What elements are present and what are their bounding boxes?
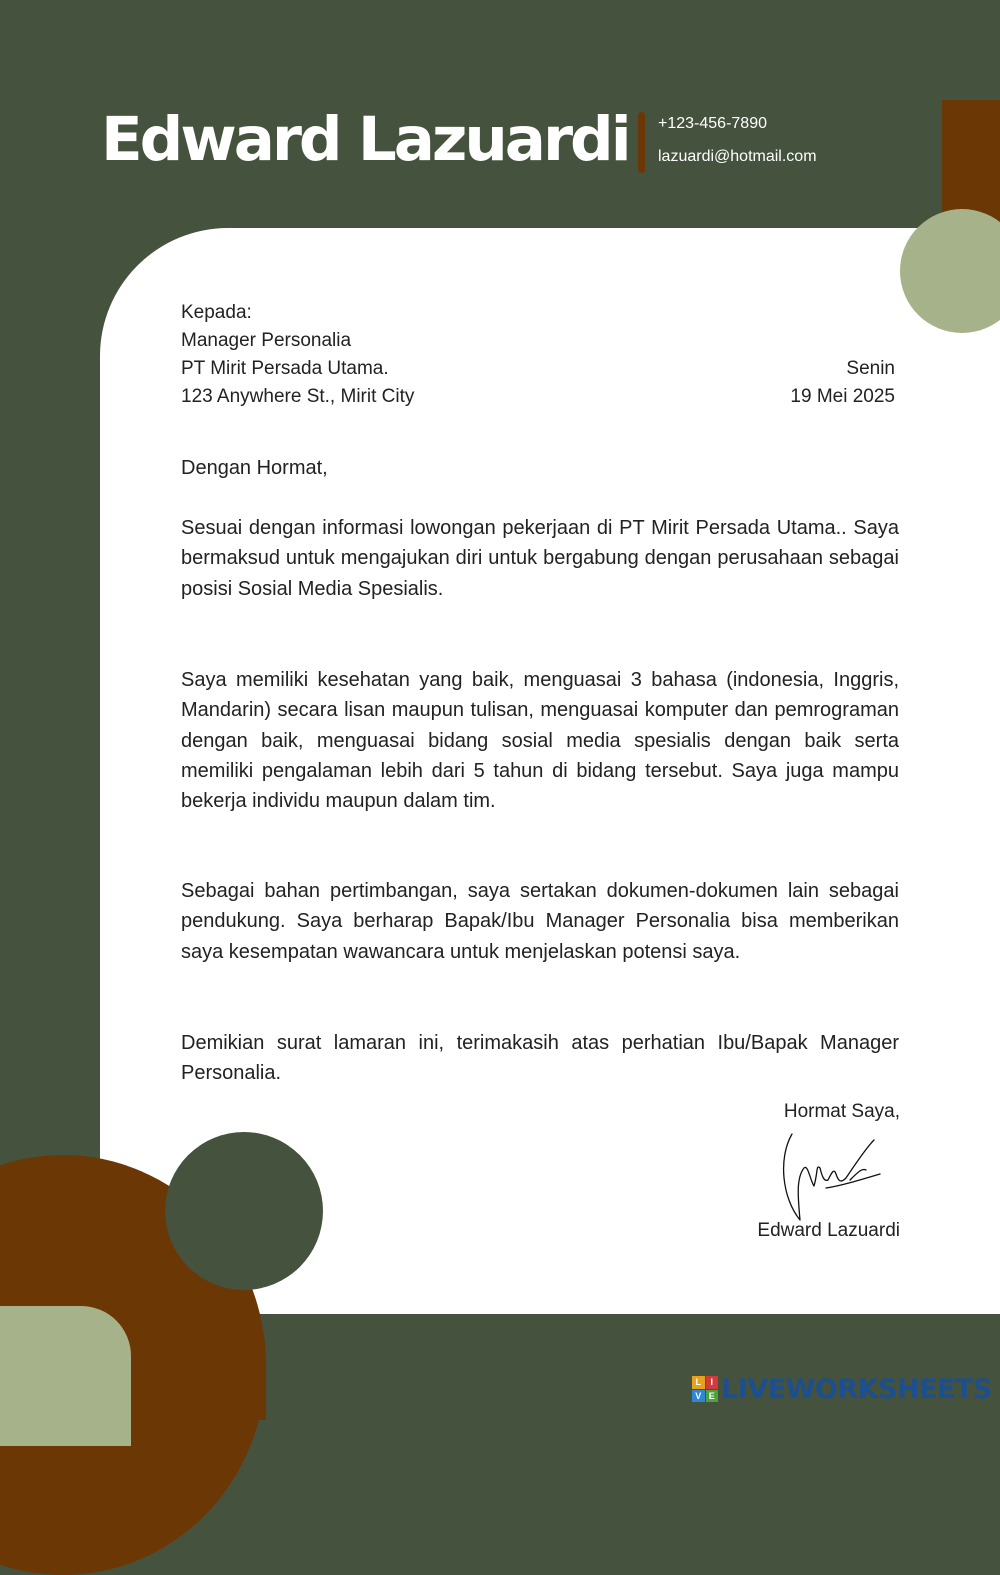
date-value: 19 Mei 2025 (790, 386, 895, 407)
body-paragraph-4: Demikian surat lamaran ini, terimakasih atas perhatian Ibu/Bapak Manager Personalia. (181, 1032, 899, 1085)
body-paragraph-2: Saya memiliki kesehatan yang baik, menguasai 3 bahasa (indonesia, Inggris, Mandarin) secara lisan maupun tulisan, menguasai komputer dan pemrograman dengan baik, menguasai bidang sosial media spesialis dengan baik serta memiliki pengalaman lebih dari 5 tahun di bidang tersebut. Saya juga mampu bekerja individu maupun dalam tim. (181, 669, 899, 813)
liveworksheets-logo-icon (692, 1376, 718, 1402)
logo-letter-i: I (706, 1376, 719, 1389)
header-name: Edward Lazuardi (101, 104, 629, 175)
recipient-company: PT Mirit Persada Utama. (181, 358, 389, 379)
recipient-title: Manager Personalia (181, 330, 352, 351)
signature-image (770, 1128, 885, 1228)
watermark-text: LIVEWORKSHEETS (721, 1373, 992, 1405)
liveworksheets-watermark (692, 1373, 992, 1405)
contact-email: lazuardi@hotmail.com (658, 148, 817, 165)
recipient-label: Kepada: (181, 302, 252, 323)
signer-name: Edward Lazuardi (757, 1220, 900, 1241)
salutation: Dengan Hormat, (181, 457, 328, 479)
body-paragraph-1: Sesuai dengan informasi lowongan pekerjaan di PT Mirit Persada Utama.. Saya bermaksud untuk mengajukan diri untuk bergabung dengan perusahaan sebagai posisi Sosial Media Spesialis. (181, 517, 899, 600)
sage-block-decoration (0, 1306, 131, 1446)
body-paragraph-3: Sebagai bahan pertimbangan, saya sertakan dokumen-dokumen lain sebagai pendukung. Saya berharap Bapak/Ibu Manager Personalia bisa memberikan saya kesempatan wawancara untuk menjelaskan potensi saya. (181, 880, 899, 963)
header-divider (638, 112, 645, 173)
logo-letter-v: V (692, 1390, 705, 1403)
logo-letter-e: E (706, 1390, 719, 1403)
date-day: Senin (846, 358, 895, 379)
green-circle-decoration (165, 1132, 323, 1290)
closing: Hormat Saya, (783, 1101, 900, 1122)
logo-letter-l: L (692, 1376, 705, 1389)
recipient-address: 123 Anywhere St., Mirit City (181, 386, 415, 407)
contact-phone: +123-456-7890 (658, 115, 767, 132)
